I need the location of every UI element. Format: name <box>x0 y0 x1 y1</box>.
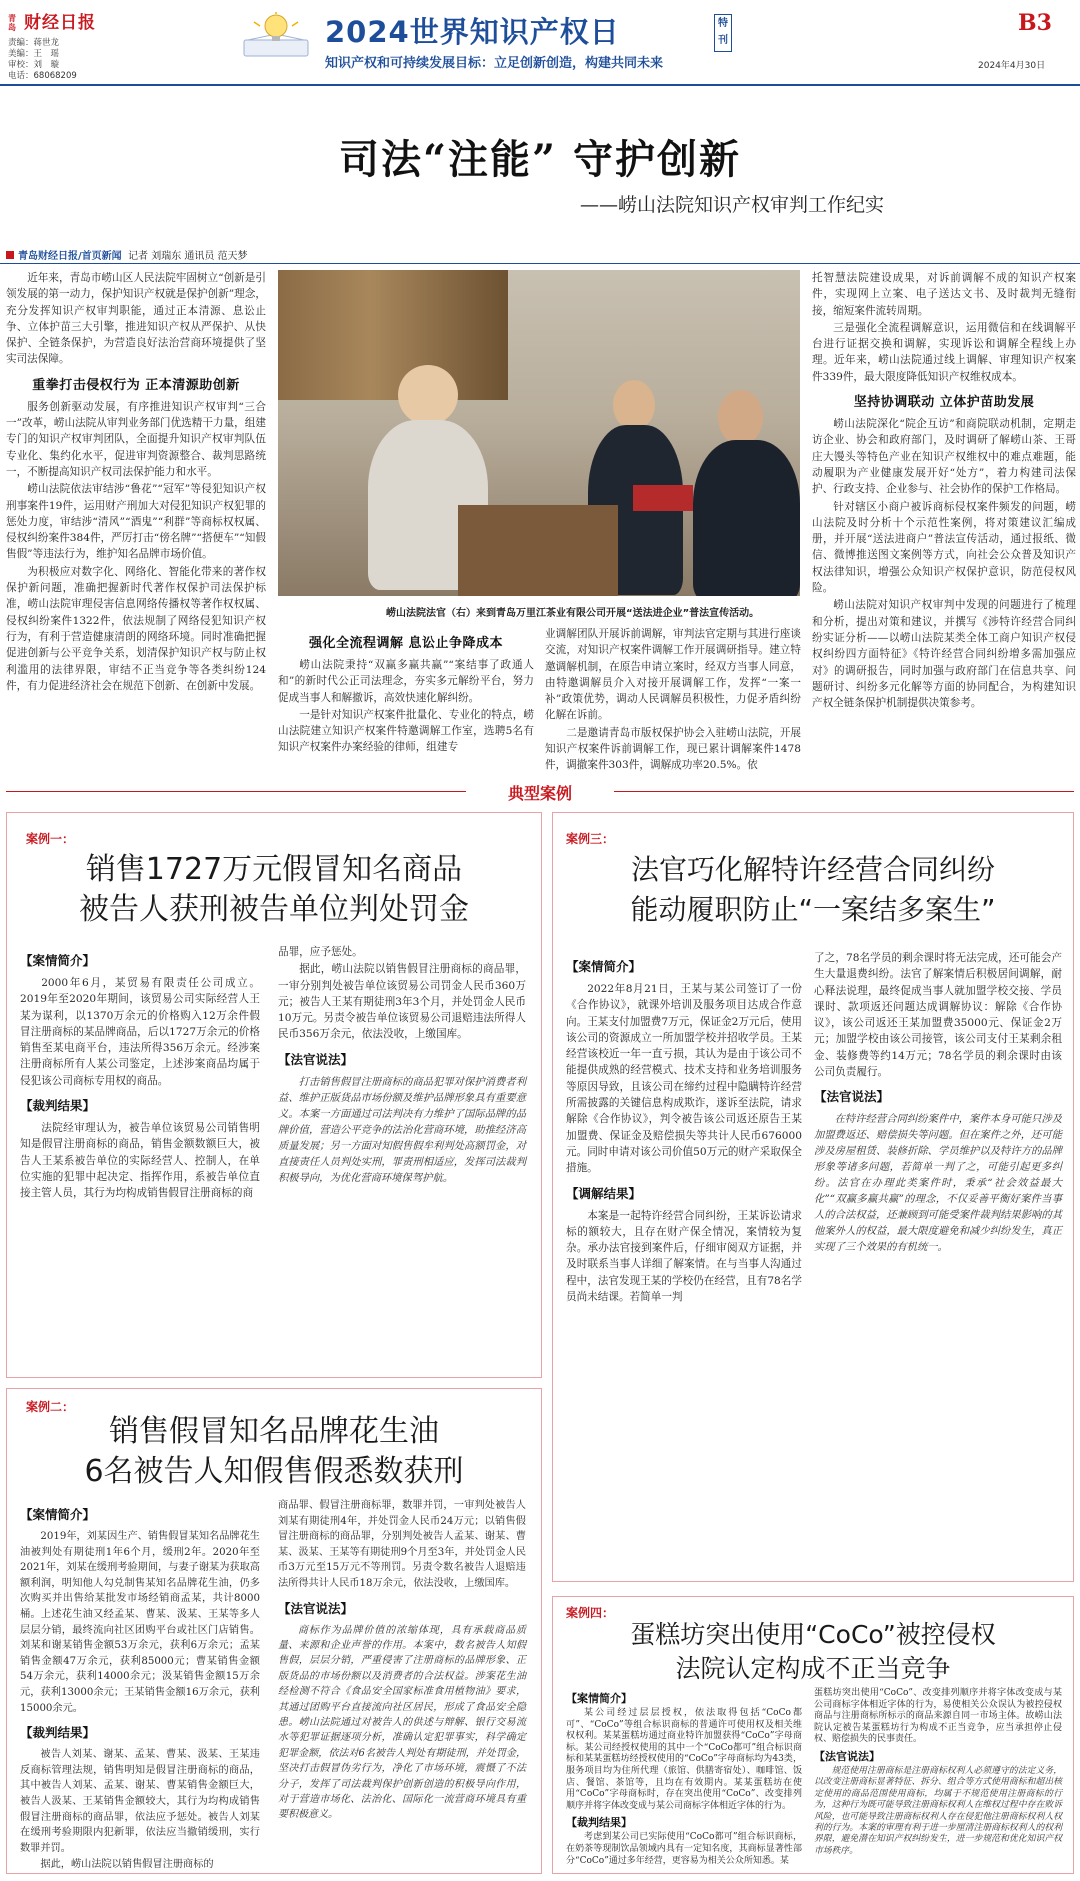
editor-credit-line: 美编：王 瑶 <box>8 49 60 59</box>
case-title-line: 销售1727万元假冒知名商品 <box>85 852 463 887</box>
case-4-title <box>552 1618 1074 1686</box>
case-title-line: 6名被告人知假售假悉数获刑 <box>84 1454 464 1489</box>
paragraph: 2000年6月，某贸易有限责任公司成立。2019年至2020年期间，该贸易公司实际经营人王某为谋利，以1370万余元的价格购入12万余件假冒注册商标的某品牌商品，后以1727万余元的价格销售至某电商平台，违法所得356万余元。经涉案注册商标所有人某公司鉴定，上述涉案商品均属于侵犯该公司商标专用权的商品。 <box>20 977 260 1087</box>
article-column-4 <box>812 270 1076 712</box>
paragraph: 据此，崂山法院以销售假冒注册商标的商品罪，一审分别判处被告单位该贸易公司罚金人民币360万元；被告人王某有期徒刑3年3个月，并处罚金人民币10万元。另责令被告单位该贸易公司退赔违法所得人民币356万余元，依法没收，上缴国库。 <box>278 963 526 1041</box>
byline <box>6 247 248 262</box>
paragraph: 本案是一起特许经营合同纠纷，王某诉讼请求标的额较大，且存在财产保全情况，案情较为复杂。承办法官接到案件后，仔细审阅双方证据，并及时联系当事人详细了解案情。在与当事人沟通过程中，法官发现王某的学校仍在经营，且有78名学员尚未结课。若简单一判 <box>566 1209 802 1304</box>
case-label: 【裁判结果】 <box>20 1725 96 1741</box>
paragraph: 商品罪、假冒注册商标罪，数罪并罚，一审判处被告人刘某有期徒刑4年，并处罚金人民币24万元；以销售假冒注册商标的商品罪，分别判处被告人孟某、谢某、曹某、汲某、王某等有期徒刑9个月至3年，并处罚金人民币3万元至15万元不等刑罚。另责令数名被告人退赔违法所得共计人民币18万余元，依法没收，上缴国库。 <box>278 1500 526 1589</box>
case-1-title <box>6 850 542 930</box>
photo-caption: 崂山法院法官（右）来到青岛万里江茶业有限公司开展“送法进企业”普法宣传活动。 <box>386 608 760 619</box>
case-label: 【案情简介】 <box>20 953 96 968</box>
case-2-tag: 案例二： <box>26 1400 75 1414</box>
photo-tea-box <box>633 485 693 511</box>
case-label: 【法官说法】 <box>814 1749 880 1763</box>
article-column-2 <box>278 626 534 757</box>
judge-commentary: 商标作为品牌价值的浓缩体现，具有承载商品质量、来源和企业声誉的作用。本案中，数名被告人知假售假，层层分销，严重侵害了注册商标的品牌形象、正版货品的市场份额以及消费者的合法权益。涉案花生油经检测不符合《食品安全国家标准食用植物油》要求，其通过团购平台直接流向社区居民，形成了食品安全隐患。崂山法院通过对被告人的供述与辩解、银行交易流水等犯罪证据逐项分析，准确认定犯罪事实，科学确定犯罪金额，依法对6名被告人判处有期徒刑，并处罚金，坚决打击假冒伪劣行为，净化了市场环境，震慑了不法分子，发挥了司法裁判保护创新创造的积极导向作用，对于营造市场化、法治化、国际化一流营商环境具有重要积极意义。 <box>278 1624 526 1821</box>
page-number: B3 <box>1018 10 1052 36</box>
editor-credits <box>8 38 77 82</box>
judge-commentary: 打击销售假冒注册商标的商品犯罪对保护消费者利益、维护正版货品市场份额及维护品牌形象具有重要意义。本案一方面通过司法判决有力维护了国际品牌的品牌价值，营造公平竞争的法治化营商环境，助推经济高质量发展；另一方面对知假售假牟利判处高额罚金，对直接责任人员判处实刑，罪责刑相适应，发挥司法裁判积极导向，为优化营商环境保驾护航。 <box>278 1075 526 1184</box>
editor-credit-line: 电话：68068209 <box>8 71 77 81</box>
case-1-column-1 <box>20 944 260 1203</box>
case-4-column-1 <box>566 1688 802 1868</box>
photo-person-head <box>613 380 655 430</box>
banner-line <box>6 791 466 792</box>
section-subheading: 坚持协调联动 立体护苗助发展 <box>853 395 1035 411</box>
case-3-tag: 案例三： <box>566 832 615 846</box>
photo-person-body <box>693 440 800 596</box>
case-4-column-2 <box>814 1688 1062 1858</box>
paragraph: 近年来，青岛市崂山区人民法院牢固树立“创新是引领发展的第一动力，保护知识产权就是保护创新”理念，充分发挥知识产权审判职能，通过正本清源、息讼止争、立体护苗三大引擎，推进知识产权从严保护、从快保护、全链条保护，为营造良好法治营商环境提供了坚实司法保障。 <box>6 272 266 366</box>
paragraph: 二是邀请青岛市版权保护协会入驻崂山法院，开展知识产权案件诉前调解工作，现已累计调解案件1478件，调撤案件303件，调解成功率20.5%。依 <box>545 726 801 772</box>
publication-date: 2024年4月30日 <box>978 61 1046 71</box>
case-label: 【裁判结果】 <box>20 1098 96 1114</box>
case-label: 【案情简介】 <box>20 1507 96 1522</box>
article-column-3 <box>545 626 801 775</box>
case-3-title <box>552 850 1074 930</box>
case-title-line: 蛋糕坊突出使用“CoCo”被控侵权 <box>630 1620 996 1649</box>
paragraph: 服务创新驱动发展，有序推进知识产权审判“三合一”改革，崂山法院从审判业务部门优选精干力量，组建专门的知识产权审判团队，全面提升知识产权审判队伍专业化、集约化水平，促进审判资源整合、裁判思路统一，不断提高知识产权司法保护能力和水平。 <box>6 400 266 478</box>
section-subheading: 重拳打击侵权行为 正本清源助创新 <box>32 377 240 393</box>
photo-shelf <box>278 270 508 400</box>
paragraph: 品罪，应予惩处。 <box>278 946 363 958</box>
case-3-column-1 <box>566 950 802 1306</box>
case-1-tag: 案例一： <box>26 832 75 846</box>
theme-subtitle: 知识产权和可持续发展目标：立足创新创造，构建共同未来 <box>325 56 664 71</box>
paragraph: 为积极应对数字化、网络化、智能化带来的著作权保护新问题，准确把握新时代著作权保护司法保护标准，崂山法院审理侵害信息网络传播权等著作权权属、侵权纠纷案件1322件，依法规制了网络侵犯知识产权行为，有利于营造健康清朗的网络环境。同时准确把握促进创新与公平竞争关系，划清保护知识产权与防止权利滥用的法律界限，审结不正当竞争等各类纠纷124件，有力促进经济社会在规范下创新、在创新中发展。 <box>6 565 266 692</box>
paragraph: 托智慧法院建设成果，对诉前调解不成的知识产权案件，实现网上立案、电子送达文书、及时裁判无缝衔接，缩短案件流转周期。 <box>812 272 1076 317</box>
case-2-column-2 <box>278 1498 526 1824</box>
case-title-line: 法院认定构成不正当竞争 <box>675 1654 951 1683</box>
judge-commentary: 规范使用注册商标是注册商标权利人必须遵守的法定义务，以改变注册商标显著特征、拆分、组合等方式使用商标和超出核定使用的商品范围使用商标，均属于不规范使用注册商标的行为，这种行为既可能导致注册商标权利人在维权过程中存在败诉风险，也可能导致注册商标权利人存在侵犯他注册商标权利人权利的行为。本案的审理有利于进一步厘清注册商标权利人的权利界限，避免潜在知识产权纠纷发生，进一步规范和优化知识产权市场秩序。 <box>814 1765 1062 1856</box>
case-2-column-1 <box>20 1498 260 1874</box>
judge-commentary: 在特许经营合同纠纷案件中，案件本身可能只涉及加盟费返还、赔偿损失等问题。但在案件之外，还可能涉及房屋租赁、装修折除、学员维护以及特许方的品牌形象等诸多问题，若简单一判了之，可能引起更多纠纷。法官在办理此类案件时，秉承“社会效益最大化”“双赢多赢共赢”的理念，不仅妥善平衡好案件当事人的合法权益，还兼顾到可能受案件裁判结果影响的其他案外人的权益，最大限度避免和减少纠纷发生，真正实现了三个效果的有机统一。 <box>814 1113 1062 1254</box>
case-label: 【法官说法】 <box>278 1051 354 1067</box>
byline-source: 青岛财经日报/首页新闻 <box>18 251 122 262</box>
article-subheadline: ——崂山法院知识产权审判工作纪实 <box>580 194 885 216</box>
square-bullet-icon <box>6 251 14 259</box>
paragraph: 2022年8月21日，王某与某公司签订了一份《合作协议》，就课外培训及服务项目达成合作意向。王某支付加盟费7万元，保证金2万元后，使用该公司的资源成立一所加盟学校并招收学员。王某经营该校近一年一直亏损，其认为是由于该公司不能提供成熟的经营模式、技术支持和业务培训服务等原因导致，且该公司在缔约过程中隐瞒特许经营所需披露的关键信息构成欺诈，遂诉至法院，请求解除《合作协议》，判令被告该公司返还原告王某加盟费、保证金及赔偿损失等共计人民币676000元。同时申请对该公司价值50万元的财产采取保全措施。 <box>566 983 802 1175</box>
paragraph: 崂山法院依法审结涉“鲁花”“冠军”等侵犯知识产权刑事案件19件，运用财产刑加大对侵犯知识产权犯罪的惩处力度，审结涉“清风”“酒鬼”“利群”等商标权权属、侵权纠纷案件384件，严厉打击“傍名牌”“搭便车”“知假售假”等违法行为，维护知名品牌市场价值。 <box>6 483 266 561</box>
paragraph: 某公司经过层层授权，依法取得包括“CoCo都可”、“CoCo”等组合标识商标的普通许可使用权及相关维权权利。某某蛋糕坊通过商业特许加盟获得“CoCo”字母商标。某公司经授权使用的其中一个“CoCo都可”组合标识商标和某某蛋糕坊经授权使用的“CoCo”字母商标均为43类，服务项目均为住所代理（旅馆、供膳寄宿处）、咖啡馆、饭店、餐馆、茶馆等，且均在有效期内。某某蛋糕坊在使用“CoCo”字母商标时，存在突出使用“CoCo”、改变排列顺序并将字体改变成与某公司商标字体相近字体的行为。 <box>566 1708 802 1811</box>
paragraph: 据此，崂山法院以销售假冒注册商标的 <box>40 1859 214 1871</box>
masthead-divider <box>0 84 1080 86</box>
logo-text: 财经日报 <box>24 13 96 33</box>
section-title: 典型案例 <box>507 784 572 803</box>
news-photo <box>278 270 800 596</box>
case-title-line: 法官巧化解特许经营合同纠纷 <box>630 853 995 886</box>
photo-person-head <box>398 365 458 425</box>
paragraph: 崂山法院秉持“双赢多赢共赢”“案结事了政通人和”的新时代公正司法理念，夯实多元解纷平台，努力促成当事人和解撤诉，高效快速化解纠纷。 <box>278 659 534 704</box>
paragraph: 了之，78名学员的剩余课时将无法完成，还可能会产生大量退费纠纷。法官了解案情后积极居间调解，耐心释法说理，最终促成当事人就加盟学校交接、学员课时、款项返还问题达成调解协议：解除《合作协议》，该公司返还王某加盟费35000元、保证金2万元；加盟学校由该公司接管，该公司支付王某剩余租金、装修费等约14万元；78名学员的剩余课时由该公司负责履行。 <box>814 952 1062 1079</box>
paragraph: 2019年，刘某因生产、销售假冒某知名品牌花生油被判处有期徒刑1年6个月，缓刑2年。2020年至2021年，刘某在缓刑考验期间，与妻子谢某为获取高额利润，明知他人勾兑制售某知名品牌花生油，仍多次购买并出售给某批发市场经销商孟某，共计8000桶。上述花生油又经孟某、曹某、汲某、王某等多人层层分销，最终流向社区团购平台或社区门店销售。刘某和谢某销售金额53万余元，获利6万余元；孟某销售金额47万余元，获利85000元；曹某销售金额54万余元，获利14000余元；汲某销售金额15万余元，获利13000余元；王某销售金额16万余元，获利15000余元。 <box>20 1531 260 1714</box>
article-headline: 司法“注能” 守护创新 <box>339 136 741 183</box>
editor-credit-line: 责编：蒋世龙 <box>8 38 60 48</box>
paragraph: 考虑到某公司已实际使用“CoCo都可”组合标识商标，在奶茶等现制饮品领域内具有一定知名度，其商标显著性部分“CoCo”通过多年经营，更容易为相关公众所知悉。某 <box>566 1832 802 1866</box>
section-subheading: 强化全流程调解 息讼止争降成本 <box>308 636 504 651</box>
case-title-line: 销售假冒知名品牌花生油 <box>109 1414 439 1449</box>
logo-small-text: 青岛 <box>8 14 17 32</box>
newspaper-logo <box>8 8 118 36</box>
paragraph: 被告人刘某、谢某、孟某、曹某、汲某、王某违反商标管理法规，销售明知是假冒注册商标的商品，其中被告人刘某、孟某、谢某、曹某销售金额巨大，被告人汲某、王某销售金额较大，其行为均构成销售假冒注册商标的商品罪，依法应予惩处。被告人刘某在缓刑考验期限内犯新罪，依法应当撤销缓刑，实行数罪并罚。 <box>20 1749 260 1854</box>
case-3-column-2 <box>814 950 1062 1256</box>
case-label: 【法官说法】 <box>278 1600 354 1616</box>
paragraph: 崂山法院深化“院企互访”和商院联动机制，定期走访企业、协会和政府部门，及时调研了解崂山茶、王哥庄大馒头等特色产业在知识产权维权中的难点难题，能动履职为产业健康发展开好“处方”，着力构建司法保护、行政支持、企业参与、社会协作的保护工作格局。 <box>812 418 1076 496</box>
article-column-1 <box>6 270 266 695</box>
paragraph: 针对辖区小商户被诉商标侵权案件频发的问题，崂山法院及时分析十个示范性案例，将对策建议汇编成册，并开展“送法进商户”普法宣传活动，通过报纸、微信、微博推送图文案例等方式，向社会公众普及知识产权法律知识，增强公众知识产权保护意识，防范侵权风险。 <box>812 500 1076 595</box>
paragraph: 业调解团队开展诉前调解，审判法官定期与其进行座谈交流，对知识产权案件调解工作开展调研指导。建立特邀调解机制，在原告申请立案时，经双方当事人同意，由特邀调解员介入对接开展调解工作，发挥“一案一补”政策优势，调动人民调解员积极性，力促矛盾纠纷化解在诉前。 <box>545 628 801 722</box>
case-title-line: 能动履职防止“一案结多案生” <box>630 893 996 926</box>
case-label: 【法官说法】 <box>814 1089 890 1105</box>
case-2-title <box>6 1412 542 1492</box>
lightbulb-book-illustration <box>234 10 320 64</box>
photo-person-head <box>718 390 763 445</box>
byline-authors: 记者 刘瑞东 通讯员 范天梦 <box>128 251 248 262</box>
paragraph: 法院经审理认为，被告单位该贸易公司销售明知是假冒注册商标的商品，销售金额数额巨大，被告人王某系被告单位的实际经营人、控制人，在单位实施的犯罪中起决定、指挥作用，系被告单位直接主管人员，其行为均构成销售假冒注册商标的商 <box>20 1122 260 1200</box>
case-title-line: 被告人获刑被告单位判处罚金 <box>79 892 469 927</box>
photo-table <box>458 505 618 596</box>
case-1-column-2 <box>278 944 526 1187</box>
case-label: 【裁判结果】 <box>566 1816 632 1830</box>
case-label: 【案情简介】 <box>566 959 642 974</box>
paragraph: 一是针对知识产权案件批量化、专业化的特点，崂山法院建立知识产权案件特邀调解工作室，选聘5名有知识产权案件办案经验的律师，组建专 <box>278 708 534 754</box>
theme-title: 2024世界知识产权日 <box>325 15 620 49</box>
editor-credit-line: 审校：刘 璇 <box>8 60 60 70</box>
case-4-tag: 案例四： <box>566 1606 615 1620</box>
case-label: 【调解结果】 <box>566 1185 642 1201</box>
banner-line <box>614 791 1074 792</box>
paragraph: 崂山法院对知识产权审判中发现的问题进行了梳理和分析，提出对策和建议，并撰写《涉特许经营合同纠纷实证分析——以崂山法院某类全体工商户知识产权侵权纠纷四方面特征》《特许经营合同纠纷增多需加强应对》的调研报告，同时加强与政府部门在信息共享、问题研讨、纠纷多元化解等方面的协同配合，为构建知识产权全链条保护机制提供决策参考。 <box>812 599 1076 710</box>
typical-cases-banner <box>0 781 1080 803</box>
paragraph: 三是强化全流程调解意识，运用微信和在线调解平台进行证据交换和调解，实现诉讼和调解全程线上办理。近年来，崂山法院通过线上调解、审理知识产权案件339件，最大限度降低知识产权维权成本。 <box>812 321 1076 383</box>
special-issue-badge: 特刊 <box>714 14 732 52</box>
paragraph: 蛋糕坊突出使用“CoCo”、改变排列顺序并将字体改变成与某公司商标字体相近字体的行为，易使相关公众误认为被控侵权商品与注册商标所标示的商品来源自同一市场主体。故崂山法院认定被告某蛋糕坊行为构成不正当竞争，应当承担停止侵权、赔偿损失的民事责任。 <box>814 1688 1062 1745</box>
byline-divider <box>0 263 1080 264</box>
case-label: 【案情简介】 <box>566 1692 632 1705</box>
